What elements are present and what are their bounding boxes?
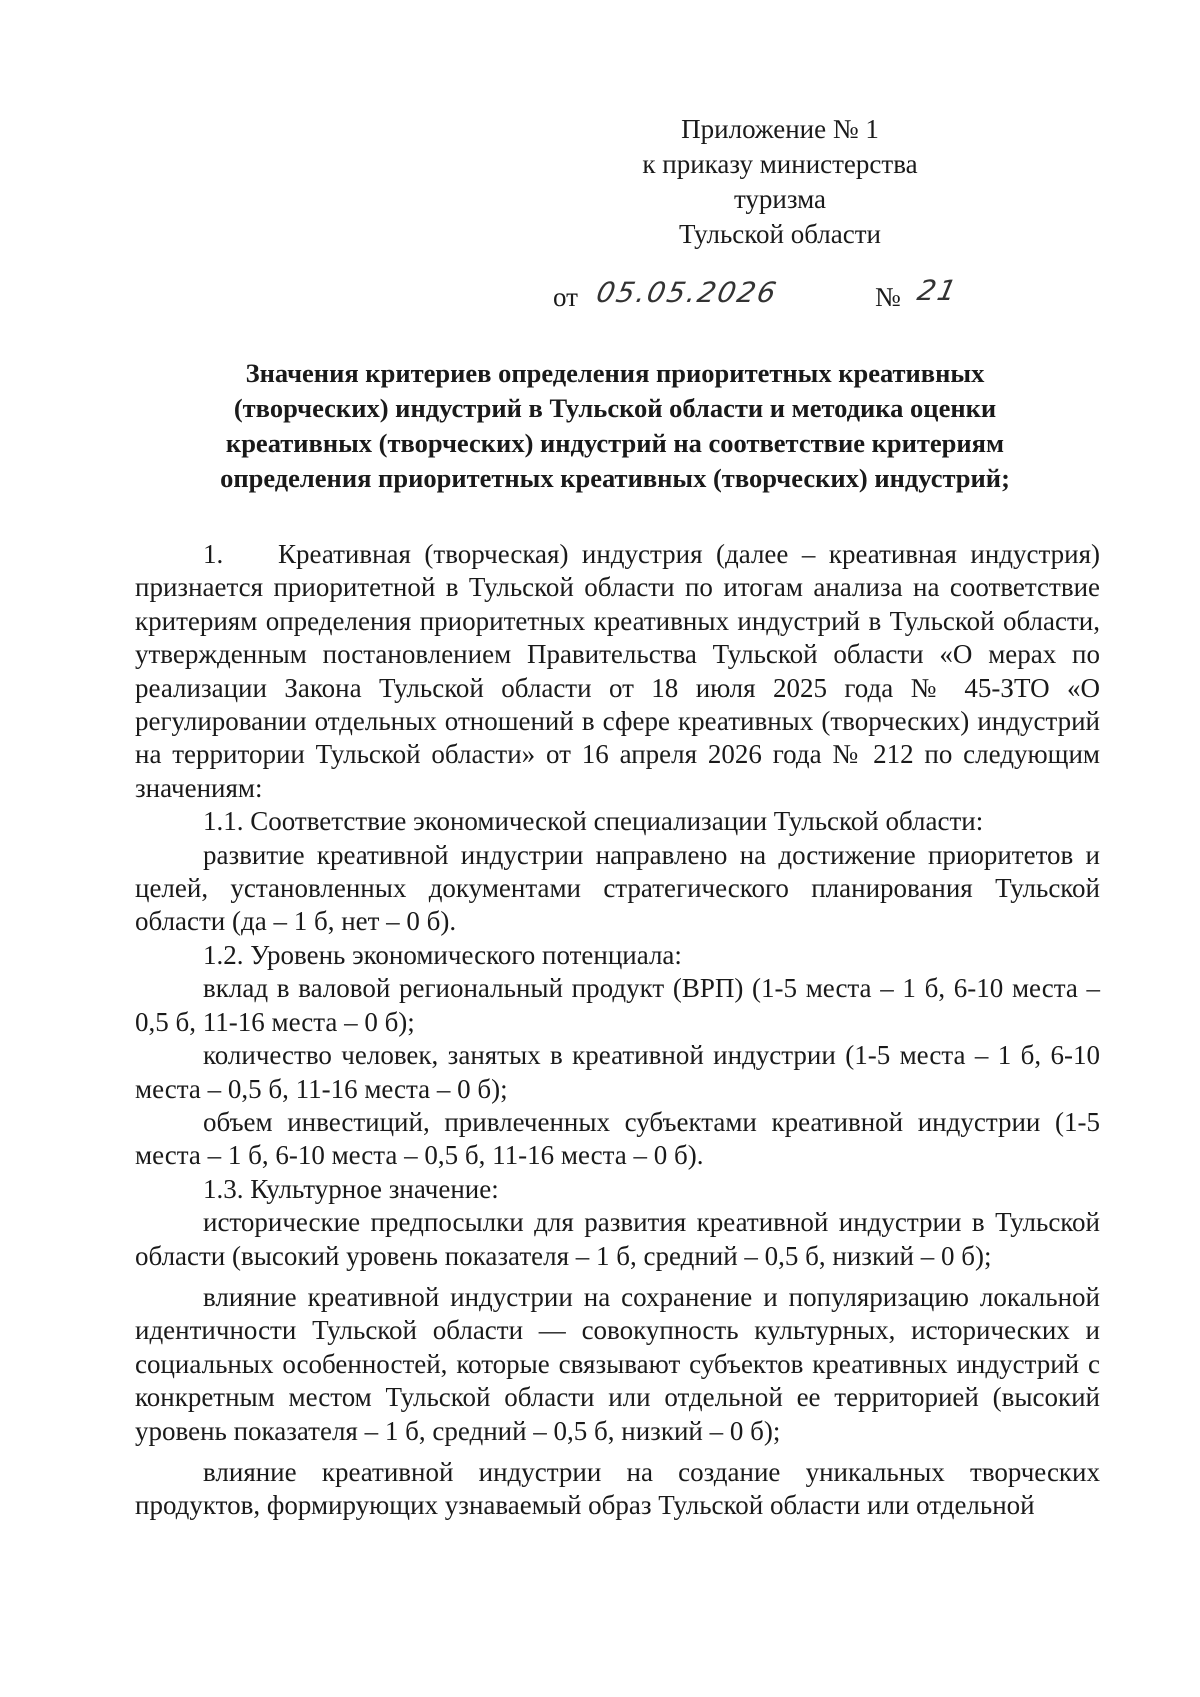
appendix-ministry: туризма (733, 184, 827, 214)
section-1-3-heading: 1.3. Культурное значение: (203, 1173, 499, 1204)
title-line-3: креативных (творческих) индустрий на соответствие критериям (225, 428, 1005, 458)
section-1-3-item-identity: влияние креативной индустрии на сохранение и популяризацию локальной идентичности Тульской области — совокупность культурных, исторических и социальных особенностей, которые связывают субъектов креативных индустрий с конкретным местом Тульской области или отдельной ее территорией (высокий уровень показателя – 1 б, средний – 0,5 б, низкий – 0 б); (135, 1281, 1100, 1446)
section-1-2-item-investment: объем инвестиций, привлеченных субъектами креативной индустрии (1-5 места – 1 б, 6-10 места – 0,5 б, 11-16 места – 0 б). (135, 1106, 1100, 1171)
title-line-1: Значения критериев определения приоритетных креативных (245, 358, 985, 388)
order-date-number-line (553, 276, 973, 320)
appendix-header (620, 112, 940, 252)
document-title (180, 356, 1050, 496)
title-line-4: определения приоритетных креативных (творческих) индустрий; (220, 463, 1010, 493)
section-1-2-item-grp: вклад в валовой региональный продукт (ВРП) (1-5 места – 1 б, 6-10 места – 0,5 б, 11-16 места – 0 б); (135, 973, 1100, 1037)
appendix-region: Тульской области (679, 219, 881, 249)
paragraph-1-number: 1. (203, 539, 224, 569)
paragraph-1 (135, 538, 1100, 805)
section-1-2-item-employment: количество человек, занятых в креативной индустрии (1-5 места – 1 б, 6-10 места – 0,5 б, 11-16 места – 0 б); (135, 1040, 1100, 1104)
section-1-2-heading: 1.2. Уровень экономического потенциала: (203, 939, 682, 970)
order-number-label: № (875, 282, 901, 312)
section-1-3-item-history: исторические предпосылки для развития креативной индустрии в Тульской области (высокий уровень показателя – 1 б, средний – 0,5 б, низкий – 0 б); (135, 1207, 1100, 1271)
appendix-number: Приложение № 1 (681, 114, 879, 144)
section-1-1-text: развитие креативной индустрии направлено на достижение приоритетов и целей, установленных документами стратегического планирования Тульской области (да – 1 б, нет – 0 б). (135, 839, 1100, 937)
document-body (135, 538, 1100, 1523)
section-1-3-item-products: влияние креативной индустрии на создание уникальных творческих продуктов, формирующих узнаваемый образ Тульской области или отдельной (135, 1456, 1100, 1521)
order-number: 21 (914, 274, 962, 307)
appendix-order-reference: к приказу министерства (642, 149, 918, 179)
order-from-label: от (553, 282, 578, 312)
title-line-2: (творческих) индустрий в Тульской области и методика оценки (233, 393, 997, 423)
order-date: 05.05.2026 (593, 276, 781, 309)
section-1-1-heading: 1.1. Соответствие экономической специализации Тульской области: (203, 806, 984, 837)
paragraph-1-text: Креативная (творческая) индустрия (далее – креативная индустрия) признается приоритетной в Тульской области по итогам анализа на соответствие критериям определения приоритетных креативных индустрий в Тульской области, утвержденным постановлением Правительства Тульской области «О мерах по реализации Закона Тульской области от 18 июля 2025 года № 45-ЗТО «О регулировании отдельных отношений в сфере креативных (творческих) индустрий на территории Тульской области» от 16 апреля 2026 года № 212 по следующим значениям: (135, 539, 1100, 803)
